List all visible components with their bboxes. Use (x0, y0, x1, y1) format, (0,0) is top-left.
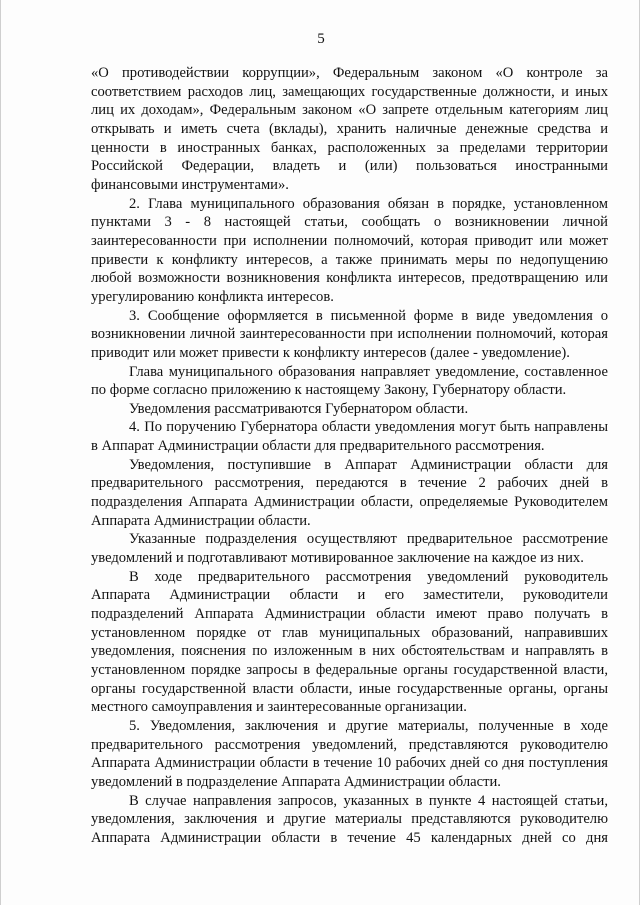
paragraph-9: В ходе предварительного рассмотрения уведомлений руководитель Аппарата Администрации области и его заместители, руководители подразделений Аппарата Администрации области имеют право получать в установленном порядке от глав муниципальных образований, направивших уведомления, пояснения по изложенным в них обстоятельствам и направлять в установленном порядке запросы в федеральные органы государственной власти, органы государственной власти области, иные государственные органы, органы местного самоуправления и заинтересованные организации. (91, 568, 608, 716)
paragraph-8: Указанные подразделения осуществляют предварительное рассмотрение уведомлений и подготавливают мотивированное заключение на каждое из них. (91, 531, 608, 567)
page-number: 5 (317, 31, 325, 47)
paragraph-5: Уведомления рассматриваются Губернатором области. (129, 400, 469, 417)
paragraph-4: Глава муниципального образования направляет уведомление, составленное по форме согласно приложению к настоящему Закону, Губернатору области. (91, 363, 608, 399)
paragraph-11: В случае направления запросов, указанных в пункте 4 настоящей статьи, уведомления, заключения и другие материалы представляются руководителю Аппарата Администрации области в течение 45 календарных дней со дня (91, 792, 608, 846)
paragraph-1: «О противодействии коррупции», Федеральным законом «О контроле за соответствием расходов лиц, замещающих государственные должности, и иных лиц их доходам», Федеральным законом «О запрете отдельным категориям лиц открывать и иметь счета (вклады), хранить наличные денежные средства и ценности в иностранных банках, расположенных за пределами территории Российской Федерации, владеть и (или) пользоваться иностранными финансовыми инструментами». (91, 65, 608, 193)
paragraph-10: 5. Уведомления, заключения и другие материалы, полученные в ходе предварительного рассмотрения уведомлений, представляются руководителю Аппарата Администрации области в течение 10 рабочих дней со дня поступления уведомлений в подразделение Аппарата Администрации области. (91, 717, 608, 790)
paragraph-2: 2. Глава муниципального образования обязан в порядке, установленном пунктами 3 - 8 настоящей статьи, сообщать о возникновении личной заинтересованности при исполнении полномочий, которая приводит или может привести к конфликту интересов, а также принимать меры по недопущению любой возможности возникновения конфликта интересов, предотвращению или урегулированию конфликта интересов. (91, 195, 608, 305)
document-body (91, 64, 608, 848)
paragraph-6: 4. По поручению Губернатора области уведомления могут быть направлены в Аппарат Администрации области для предварительного рассмотрения. (91, 419, 608, 455)
paragraph-3: 3. Сообщение оформляется в письменной форме в виде уведомления о возникновении личной заинтересованности при исполнении полномочий, которая приводит или может привести к конфликту интересов (далее - уведомление). (91, 307, 608, 361)
paragraph-7: Уведомления, поступившие в Аппарат Администрации области для предварительного рассмотрения, передаются в течение 2 рабочих дней в подразделения Аппарата Администрации области, определяемые Руководителем Аппарата Администрации области. (91, 456, 608, 529)
